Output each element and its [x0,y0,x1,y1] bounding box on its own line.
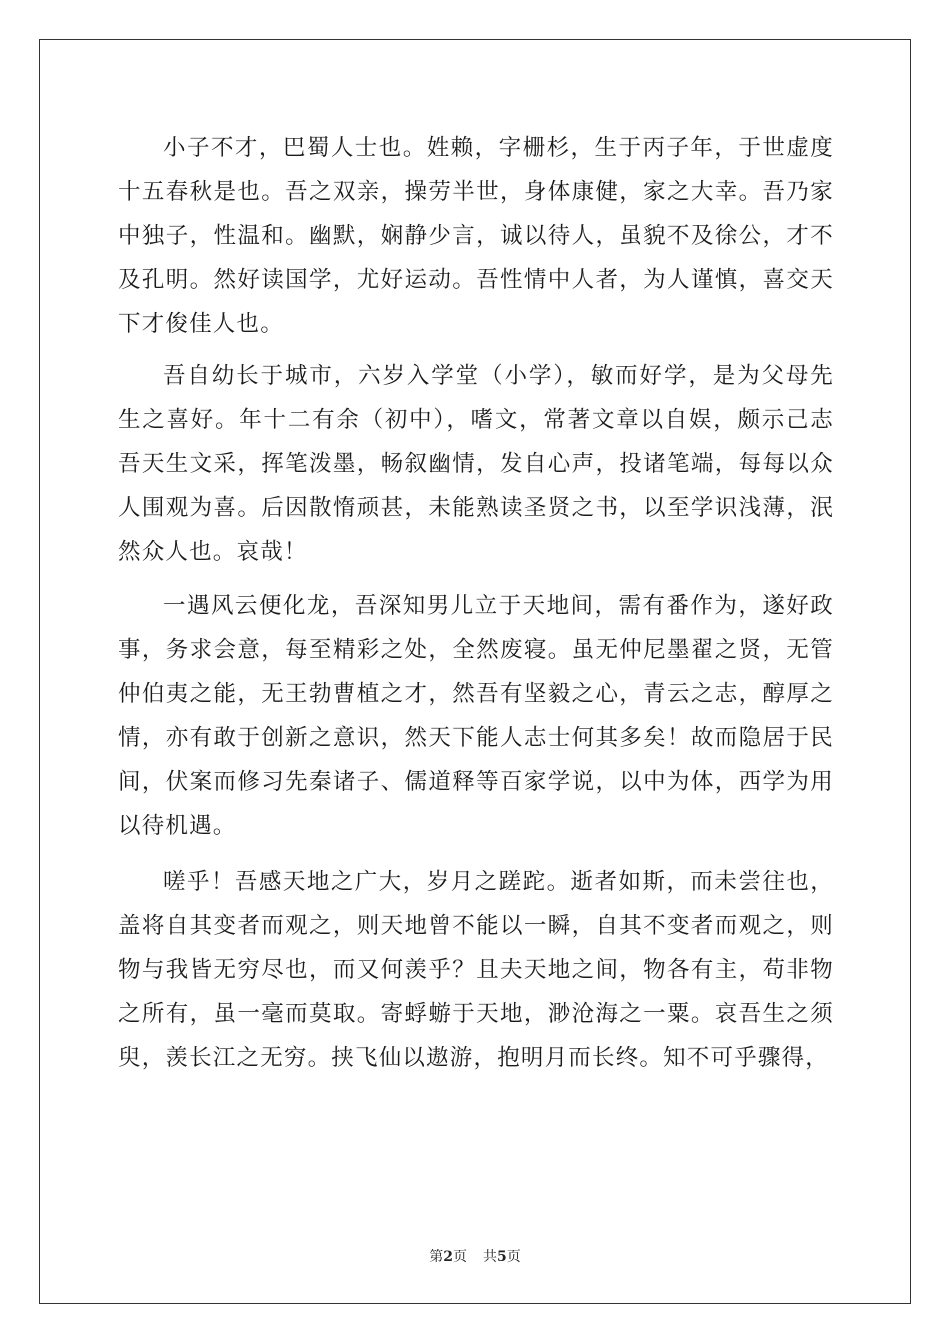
total-prefix: 共 [483,1249,497,1265]
page-total: 5 [497,1249,507,1265]
page-current: 2 [443,1249,453,1265]
total-suffix: 页 [506,1249,521,1265]
paragraph-4: 嗟乎！吾感天地之广大，岁月之蹉跎。逝者如斯，而未尝往也，盖将自其变者而观之，则天地曾不能以一瞬，自其不变者而观之，则物与我皆无穷尽也，而又何羡乎？且夫天地之间，物各有主，苟非物之所有，虽一毫而莫取。寄蜉蝣于天地，渺沧海之一粟。哀吾生之须臾，羡长江之无穷。挟飞仙以遨游，抱明月而长终。知不可乎骤得， [118,869,834,1071]
page-footer [0,1246,950,1266]
page-suffix: 页 [453,1249,467,1265]
paragraph-3: 一遇风云便化龙，吾深知男儿立于天地间，需有番作为，遂好政事，务求会意，每至精彩之处，全然废寝。虽无仲尼墨翟之贤，无管仲伯夷之能，无王勃曹植之才，然吾有坚毅之心，青云之志，醇厚之情，亦有敢于创新之意识，然天下能人志士何其多矣！故而隐居于民间，伏案而修习先秦诸子、儒道释等百家学说，以中为体，西学为用以待机遇。 [118,593,834,839]
paragraph-1: 小子不才，巴蜀人士也。姓赖，字栅杉，生于丙子年，于世虚度十五春秋是也。吾之双亲，操劳半世，身体康健，家之大幸。吾乃家中独子，性温和。幽默，娴静少言，诚以待人，虽貌不及徐公，才不及孔明。然好读国学，尤好运动。吾性情中人者，为人谨慎，喜交天下才俊佳人也。 [118,135,834,337]
paragraph-2: 吾自幼长于城市，六岁入学堂（小学），敏而好学，是为父母先生之喜好。年十二有余（初中），嗜文，常著文章以自娱，颇示己志吾天生文采，挥笔泼墨，畅叙幽情，发自心声，投诸笔端，每每以众人围观为喜。后因散惰顽甚，未能熟读圣贤之书，以至学识浅薄，泯然众人也。哀哉！ [118,363,834,565]
page-prefix: 第 [429,1249,444,1265]
document-body [118,126,834,1080]
